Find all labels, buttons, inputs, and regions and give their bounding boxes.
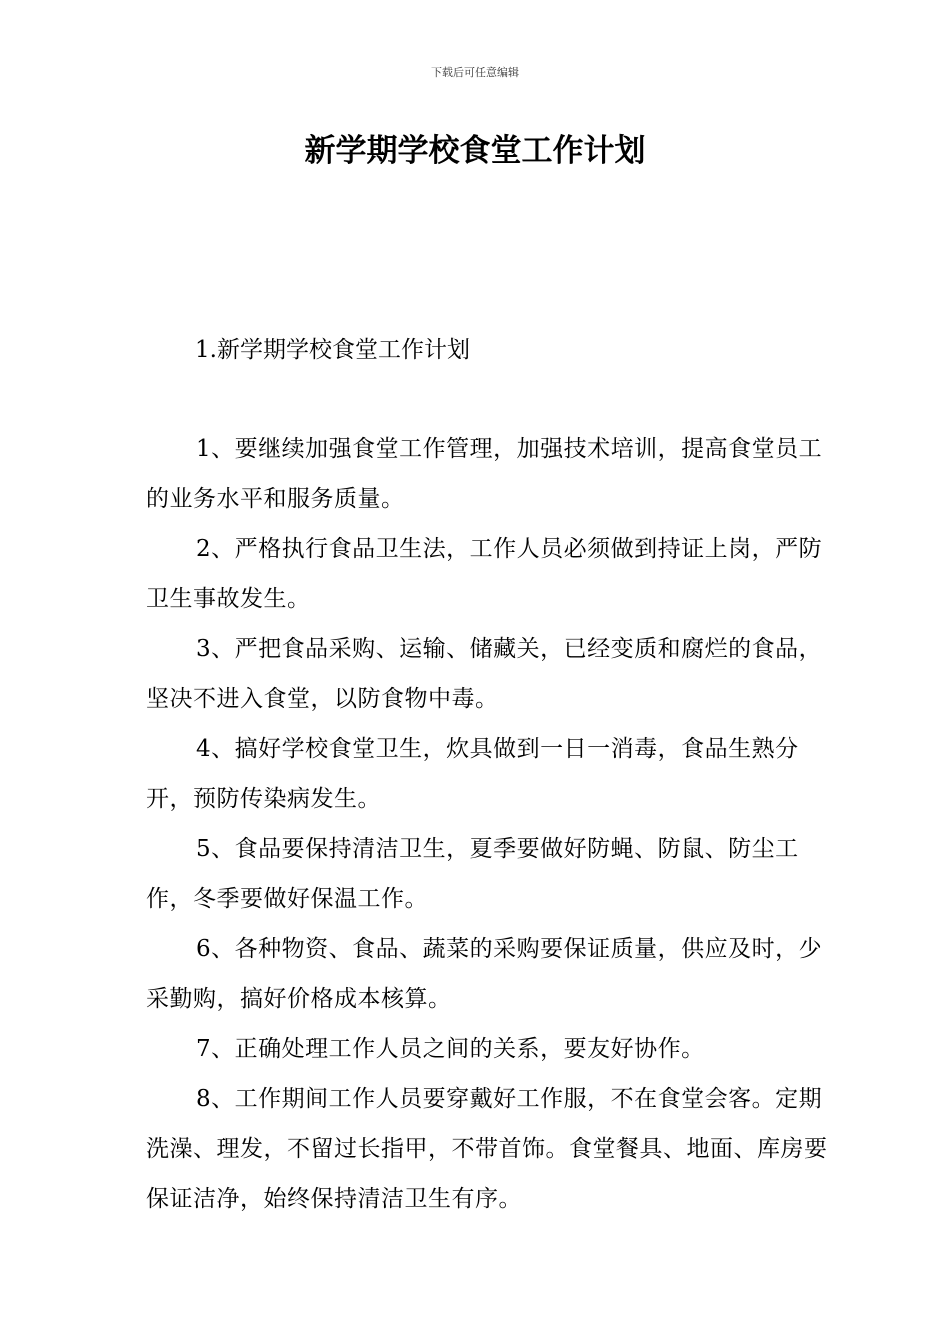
paragraph-1: 1、要继续加强食堂工作管理，加强技术培训，提高食堂员工的业务水平和服务质量。 bbox=[146, 436, 823, 512]
paragraph-2: 2、严格执行食品卫生法，工作人员必须做到持证上岗，严防卫生事故发生。 bbox=[146, 536, 823, 612]
paragraph-8: 8、工作期间工作人员要穿戴好工作服，不在食堂会客。定期洗澡、理发，不留过长指甲，不带首饰。食堂餐具、地面、库房要保证洁净，始终保持清洁卫生有序。 bbox=[146, 1086, 828, 1212]
paragraph-4: 4、搞好学校食堂卫生，炊具做到一日一消毒，食品生熟分开，预防传染病发生。 bbox=[146, 736, 799, 812]
paragraph-7: 7、正确处理工作人员之间的关系，要友好协作。 bbox=[196, 1036, 705, 1062]
section-heading: 1.新学期学校食堂工作计划 bbox=[195, 337, 470, 363]
paragraph-3: 3、严把食品采购、运输、储藏关，已经变质和腐烂的食品，坚决不进入食堂，以防食物中毒。 bbox=[146, 636, 823, 712]
document-body bbox=[146, 424, 836, 1224]
page-header-note: 下载后可任意编辑 bbox=[431, 66, 519, 79]
document-title: 新学期学校食堂工作计划 bbox=[304, 133, 646, 169]
paragraph-6: 6、各种物资、食品、蔬菜的采购要保证质量，供应及时，少采勤购，搞好价格成本核算。 bbox=[146, 936, 823, 1012]
paragraph-5: 5、食品要保持清洁卫生，夏季要做好防蝇、防鼠、防尘工作，冬季要做好保温工作。 bbox=[146, 836, 799, 912]
